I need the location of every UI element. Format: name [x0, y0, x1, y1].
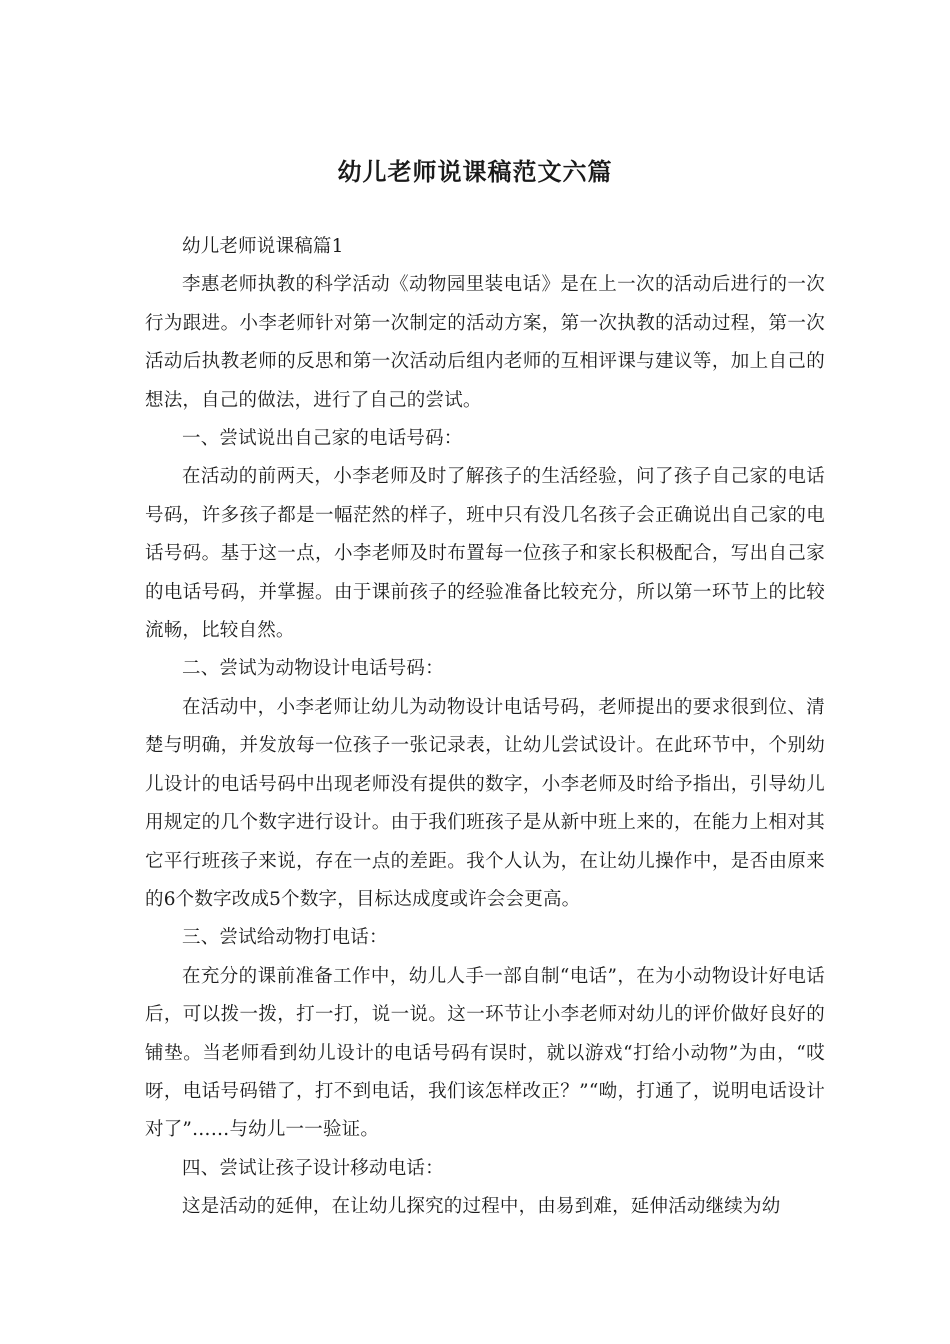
paragraph: 这是活动的延伸，在让幼儿探究的过程中，由易到难，延伸活动继续为幼 [182, 1196, 781, 1218]
subsection-heading: 三、尝试给动物打电话： [182, 927, 388, 949]
subsection-heading: 一、尝试说出自己家的电话号码： [182, 428, 463, 450]
document-body [145, 228, 825, 1227]
paragraph: 在活动的前两天，小李老师及时了解孩子的生活经验，问了孩子自己家的电话号码，许多孩子都是一幅茫然的样子，班中只有没几名孩子会正确说出自己家的电话号码。基于这一点，小李老师及时布置每一位孩子和家长积极配合，写出自己家的电话号码，并掌握。由于课前孩子的经验准备比较充分，所以第一环节上的比较流畅，比较自然。 [145, 466, 825, 642]
document-title: 幼儿老师说课稿范文六篇 [337, 157, 613, 186]
paragraph: 在活动中，小李老师让幼儿为动物设计电话号码，老师提出的要求很到位、清楚与明确，并发放每一位孩子一张记录表，让幼儿尝试设计。在此环节中，个别幼儿设计的电话号码中出现老师没有提供的数字，小李老师及时给予指出，引导幼儿用规定的几个数字进行设计。由于我们班孩子是从新中班上来的，在能力上相对其它平行班孩子来说，存在一点的差距。我个人认为，在让幼儿操作中，是否由原来的6个数字改成5个数字，目标达成度或许会会更高。 [145, 696, 825, 910]
paragraph: 在充分的课前准备工作中，幼儿人手一部自制“电话”，在为小动物设计好电话后，可以拨一拨，打一打，说一说。这一环节让小李老师对幼儿的评价做好良好的铺垫。当老师看到幼儿设计的电话号码有误时，就以游戏“打给小动物”为由，“哎呀，电话号码错了，打不到电话，我们该怎样改正？”“呦，打通了，说明电话设计对了”……与幼儿一一验证。 [145, 965, 825, 1141]
paragraph: 李惠老师执教的科学活动《动物园里装电话》是在上一次的活动后进行的一次行为跟进。小李老师针对第一次制定的活动方案，第一次执教的活动过程，第一次活动后执教老师的反思和第一次活动后组内老师的互相评课与建议等，加上自己的想法，自己的做法，进行了自己的尝试。 [145, 274, 825, 411]
subsection-heading: 四、尝试让孩子设计移动电话： [182, 1157, 444, 1179]
subsection-heading: 二、尝试为动物设计电话号码： [182, 658, 444, 680]
section-heading: 幼儿老师说课稿篇1 [182, 236, 344, 257]
